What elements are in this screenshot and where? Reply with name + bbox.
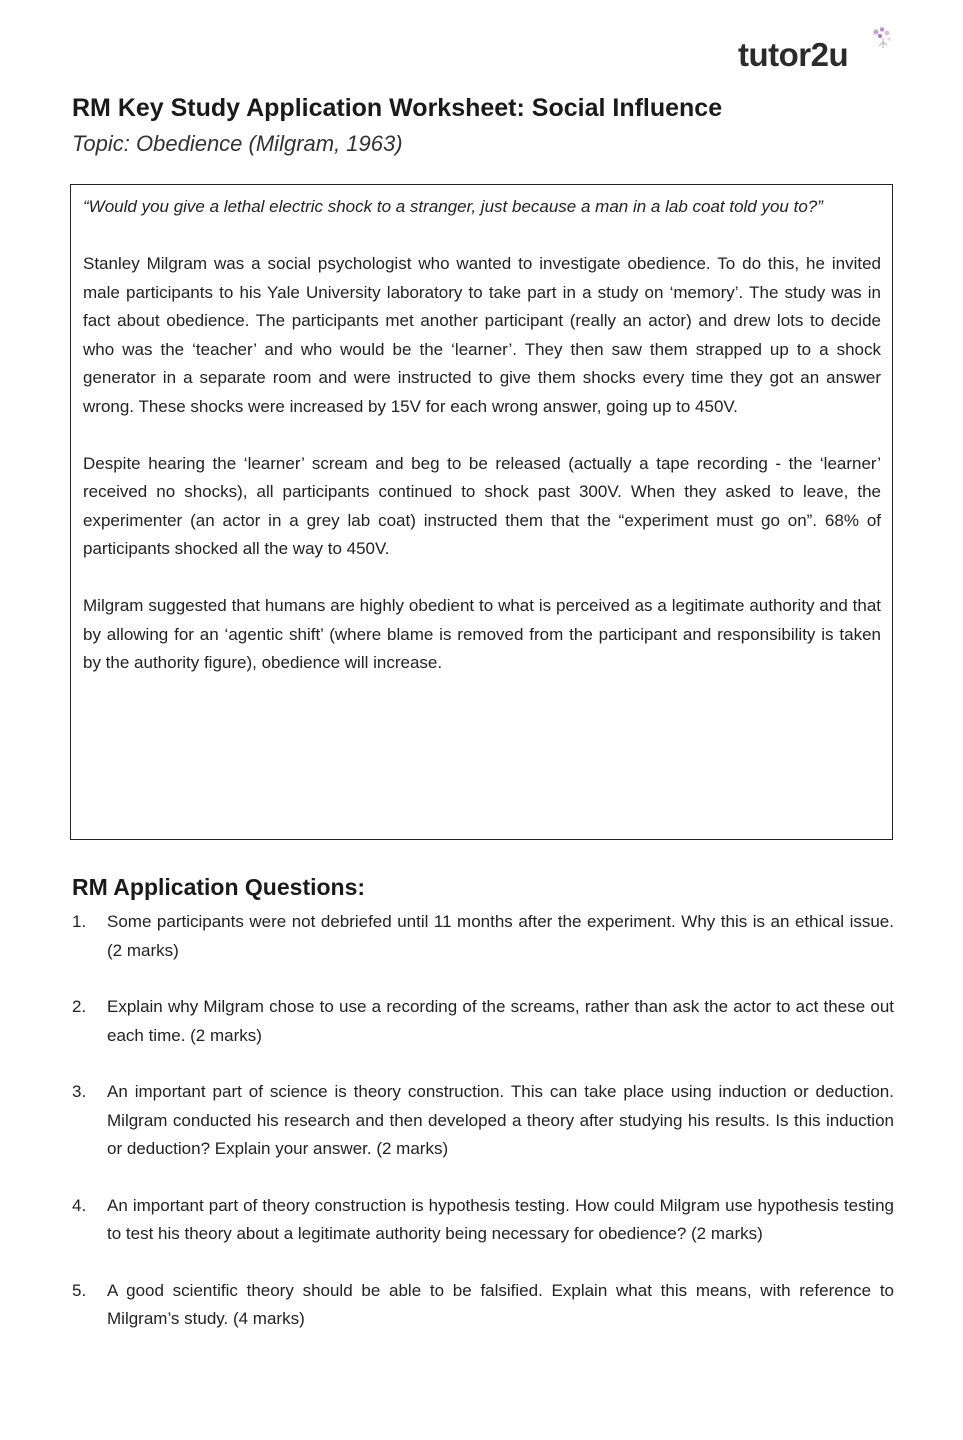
question-text: Explain why Milgram chose to use a recording of the screams, rather than ask the actor to act these out each time. (2 marks) xyxy=(107,997,894,1045)
question-text: An important part of theory construction is hypothesis testing. How could Milgram use hypothesis testing to test his theory about a legitimate authority being necessary for obedience? (2 marks) xyxy=(107,1195,894,1243)
question-list xyxy=(72,908,894,1334)
tutor2u-logo xyxy=(738,32,898,82)
question-number: 2. xyxy=(72,997,87,1016)
question-item xyxy=(72,1277,894,1334)
study-paragraph-procedure: Stanley Milgram was a social psychologist who wanted to investigate obedience. To do this, he invited male participants to his Yale University laboratory to take part in a study on ‘memory’. The study was in fact about obedience. The participants met another participant (really an actor) and drew lots to decide who was the ‘teacher’ and who would be the ‘learner’. They then saw them strapped up to a shock generator in a separate room and were instructed to give them shocks every time they got an answer wrong. These shocks were increased by 15V for each wrong answer, going up to 450V. xyxy=(83,254,881,416)
question-item xyxy=(72,1078,894,1164)
question-number: 5. xyxy=(72,1280,87,1300)
question-number: 4. xyxy=(72,1195,87,1215)
questions-heading: RM Application Questions: xyxy=(72,874,366,900)
worksheet-title: RM Key Study Application Worksheet: Social Influence xyxy=(72,94,723,122)
question-text: An important part of science is theory construction. This can take place using induction or deduction. Milgram conducted his research and then developed a theory after studying his results. Is this induction or deduction? Explain your answer. (2 marks) xyxy=(107,1082,894,1158)
flower-spark-icon xyxy=(868,26,896,52)
question-number: 1. xyxy=(72,912,87,931)
study-summary-box xyxy=(70,184,893,840)
question-item xyxy=(72,908,894,965)
question-number: 3. xyxy=(72,1082,87,1101)
study-paragraph-findings: Despite hearing the ‘learner’ scream and beg to be released (actually a tape recording - the ‘learner’ received no shocks), all participants continued to shock past 300V. When they asked to leave, the experimenter (an actor in a grey lab coat) instructed them that the “experiment must go on”. 68% of participants shocked all the way to 450V. xyxy=(83,453,881,558)
question-text: A good scientific theory should be able to be falsified. Explain what this means, with reference to Milgram’s study. (4 marks) xyxy=(107,1280,894,1328)
question-item xyxy=(72,1192,894,1249)
logo-text: tutor2u xyxy=(738,36,849,73)
question-text: Some participants were not debriefed until 11 months after the experiment. Why this is an ethical issue. (2 marks) xyxy=(107,912,894,960)
study-paragraph-conclusion: Milgram suggested that humans are highly obedient to what is perceived as a legitimate authority and that by allowing for an ‘agentic shift’ (where blame is removed from the participant and responsibility is taken by the authority figure), obedience will increase. xyxy=(83,596,881,672)
question-item xyxy=(72,993,894,1050)
study-quote: “Would you give a lethal electric shock to a stranger, just because a man in a lab coat told you to?” xyxy=(83,197,823,216)
worksheet-topic: Topic: Obedience (Milgram, 1963) xyxy=(72,131,403,156)
